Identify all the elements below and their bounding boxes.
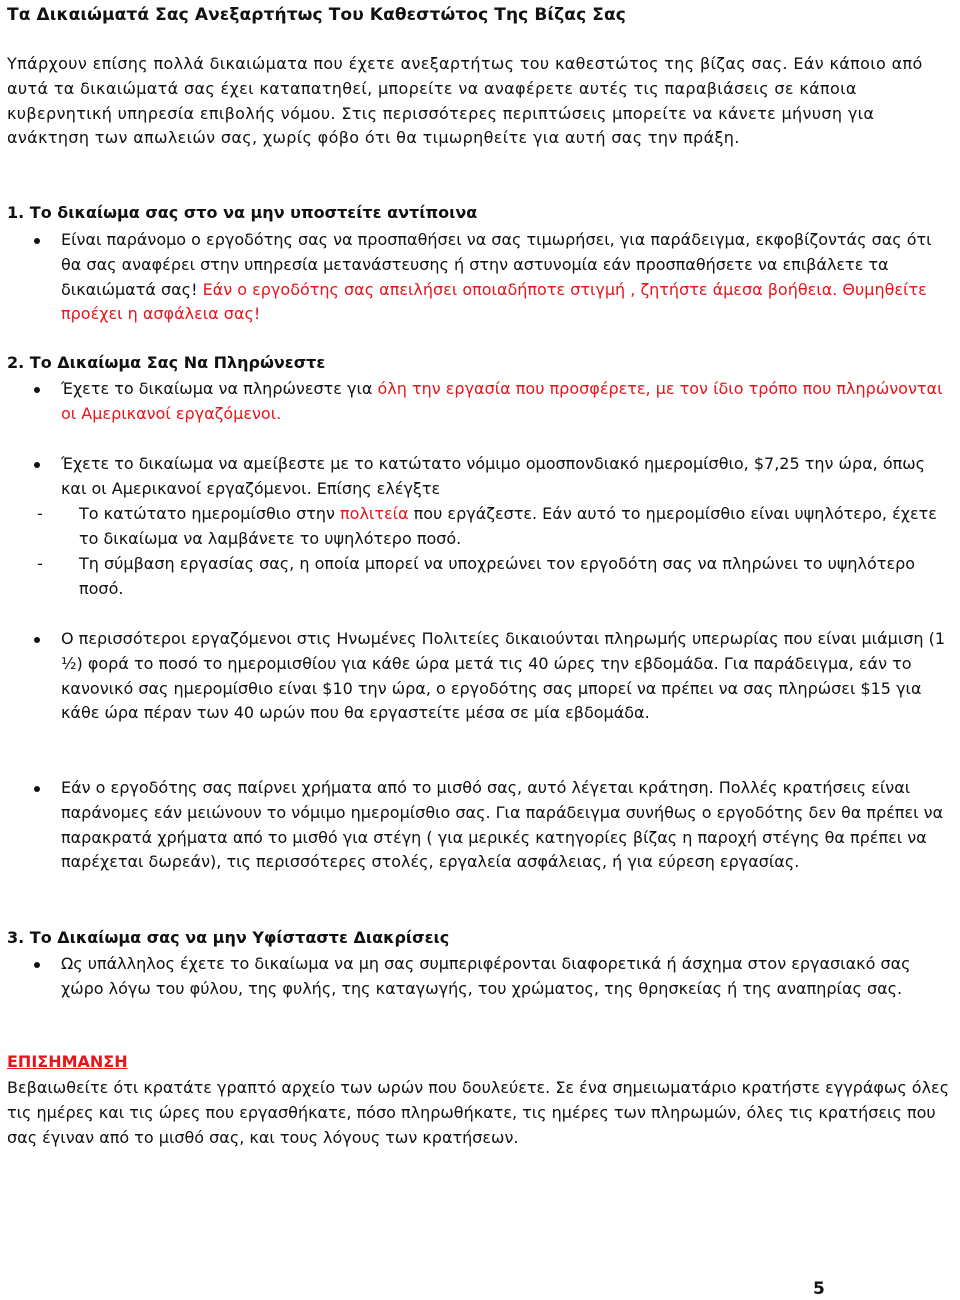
deductions-text: Εάν ο εργοδότης σας παίρνει χρήματα από το μισθό σας, αυτό λέγεται κράτηση. Πολλές κρατήσεις είναι παράνομες εάν μειώνουν το νόμιμο ημερομίσθιο σας. Για παράδειγμα συνήθως ο εργοδότης δεν θα πρέπει να παρακρατά χρήματα από το μισθό για στέγη ( για μερικές κατηγορίες βίζας η παροχή στέγης θα πρέπει να παρέχεται δωρεάν), τις περισσότερες στολές, εργαλεία ασφάλειας, ή για εύρεση εργασίας. [61,778,944,872]
section-2-bullet-2 [61,452,951,502]
section-2-heading: 2. Το Δικαίωμα Σας Να Πληρώνεστε [7,353,326,372]
state-highlight: πολιτεία [340,504,409,523]
section-2-bullet-1 [61,377,951,427]
contract-text: Τη σύμβαση εργασίας σας, η οποία μπορεί να υποχρεώνει τον εργοδότη σας να πληρώνει το υψηλότερο ποσό. [79,554,916,598]
bullet-dot-icon [34,462,40,468]
page-title: Τα Δικαιώματά Σας Ανεξαρτήτως Του Καθεστώτος Της Βίζας Σας [7,5,626,25]
pay-right-text: Έχετε το δικαίωμα να πληρώνεστε για [61,379,378,398]
section-1-heading: 1. Το δικαίωμα σας στο να μην υποστείτε αντίποινα [7,203,478,222]
pay-right-highlight: όλη την εργασία που προσφέρετε, με τον ίδιο τρόπο που πληρώνονται οι Αμερικανοί εργαζόμενοι. [61,379,943,423]
dash-item-state-wage [37,502,949,552]
bullet-dot-icon [34,962,40,968]
notice-paragraph: Βεβαιωθείτε ότι κρατάτε γραπτό αρχείο των ωρών που δουλεύετε. Σε ένα σημειωματάριο κρατήστε εγγράφως όλες τις ημέρες και τις ώρες που εργασθήκατε, πόσο πληρωθήκατε, τις ημέρες των πληρωμών, όλες τις κρατήσεις που σας έγιναν από το μισθό σας, και τους λόγους των κρατήσεων. [7,1078,950,1147]
dash-marker: - [37,554,43,573]
retaliation-warning: Εάν ο εργοδότης σας απειλήσει οποιαδήποτε στιγμή , ζητήστε άμεσα βοήθεια. Θυμηθείτε προέχει η ασφάλεια σας! [61,279,927,324]
overtime-text: Ο περισσότεροι εργαζόμενοι στις Ηνωμένες Πολιτείες δικαιούνται πληρωμής υπερωρίας που είναι μιάμιση (1 ½) φορά το ποσό το ημερομισθίου για κάθε ώρα μετά τις 40 ώρες την εβδομάδα. Για παράδειγμα, εάν το κανονικό σας ημερομίσθιο είναι $10 την ώρα, ο εργοδότης σας μπορεί να πρέπει να σας πληρώσει $15 για κάθε ώρα πέραν των 40 ωρών που θα εργαστείτε μέσα σε μία εβδομάδα. [61,629,946,723]
dash-marker: - [37,504,43,523]
retaliation-text: Είναι παράνομο ο εργοδότης σας να προσπαθήσει να σας τιμωρήσει, για παράδειγμα, εκφοβίζοντάς σας ότι θα σας αναφέρει στην υπηρεσία μετανάστευσης ή στην αστυνομία εάν προσπαθήσετε να επιβάλετε τα δικαιώματά σας! [61,230,932,299]
section-3-heading: 3. Το Δικαίωμα σας να μην Υφίσταστε Διακρίσεις [7,928,450,947]
section-3-bullet [61,952,951,1002]
bullet-dot-icon [34,387,40,393]
section-2-bullet-4 [61,776,951,875]
dash-item-contract [37,552,949,602]
state-wage-text-end: που εργάζεστε. Εάν αυτό το ημερομίσθιο είναι υψηλότερο, έχετε το δικαίωμα να λαμβάνετε το υψηλότερο ποσό. [79,504,937,548]
section-2-bullet-3 [61,627,951,726]
page-number: 5 [813,1279,825,1299]
minimum-wage-text: Έχετε το δικαίωμα να αμείβεστε με το κατώτατο νόμιμο ομοσπονδιακό ημερομίσθιο, $7,25 την ώρα, όπως και οι Αμερικανοί εργαζόμενοι. Επίσης ελέγξτε [61,454,926,498]
notice-title: ΕΠΙΣΗΜΑΝΣΗ [7,1052,128,1071]
discrimination-text: Ως υπάλληλος έχετε το δικαίωμα να μη σας συμπεριφέρονται διαφορετικά ή άσχημα στον εργασιακό σας χώρο λόγω του φύλου, της φυλής, της καταγωγής, του χρώματος, της θρησκείας ή της αναπηρίας σας. [61,954,911,998]
bullet-dot-icon [34,786,40,792]
intro-paragraph: Υπάρχουν επίσης πολλά δικαιώματα που έχετε ανεξαρτήτως του καθεστώτος της βίζας σας. Εάν κάποιο από αυτά τα δικαιώματά σας έχει καταπατηθεί, μπορείτε να αναφέρετε αυτές τις παραβιάσεις σε κάποια κυβερνητική υπηρεσία επιβολής νόμου. Στις περισσότερες περιπτώσεις μπορείτε να κάνετε μήνυση για ανάκτηση των απωλειών σας, χωρίς φόβο ότι θα τιμωρηθείτε για αυτή σας την πράξη. [7,54,923,148]
bullet-dot-icon [34,238,40,244]
bullet-dot-icon [34,637,40,643]
state-wage-text: Το κατώτατο ημερομίσθιο στην [79,504,341,523]
section-1-bullet [61,228,951,327]
